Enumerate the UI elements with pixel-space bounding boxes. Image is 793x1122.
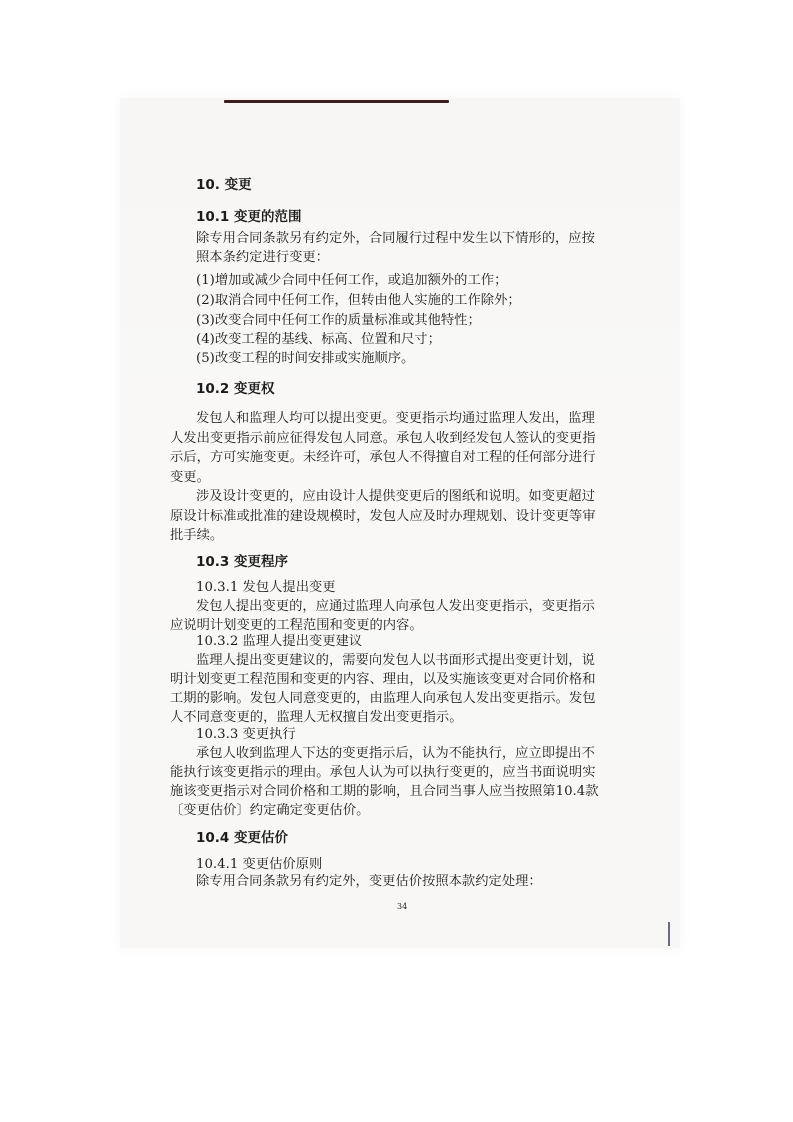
list-item: (1)增加或减少合同中任何工作，或追加额外的工作； [196,273,508,288]
subheading-10-4-1: 10.4.1 变更估价原则 [196,857,323,872]
para-line: 明计划变更工程范围和变更的内容、理由，以及实施该变更对合同价格和 [170,672,596,687]
para-line: 〔变更估价〕约定确定变更估价。 [170,803,370,818]
section-title: 10. 变更 [196,177,252,193]
para-line: 除专用合同条款另有约定外，合同履行过程中发生以下情形的，应按 [196,231,595,246]
para-line: 除专用合同条款另有约定外，变更估价按照本款约定处理： [196,874,542,889]
list-item: (4)改变工程的基线、标高、位置和尺寸； [196,332,441,347]
subheading-10-3-1: 10.3.1 发包人提出变更 [196,580,336,595]
para-line: 发包人提出变更的，应通过监理人向承包人发出变更指示，变更指示 [196,599,595,614]
para-line: 工期的影响。发包人同意变更的，由监理人向承包人发出变更指示。发包 [170,691,596,706]
heading-10-2: 10.2 变更权 [196,381,275,397]
para-line: 批手续。 [170,528,224,543]
subheading-10-3-3: 10.3.3 变更执行 [196,727,296,742]
list-item: (2)取消合同中任何工作，但转由他人实施的工作除外； [196,293,521,308]
para-line: 涉及设计变更的，应由设计人提供变更后的图纸和说明。如变更超过 [196,489,595,504]
heading-10-3: 10.3 变更程序 [196,554,289,570]
page-number: 34 [397,902,408,911]
list-item: (5)改变工程的时间安排或实施顺序。 [196,351,415,366]
para-line: 监理人提出变更建议的，需要向发包人以书面形式提出变更计划，说 [196,653,595,668]
subheading-10-3-2: 10.3.2 监理人提出变更建议 [196,634,363,649]
edge-mark [668,922,670,946]
para-line: 承包人收到监理人下达的变更指示后，认为不能执行，应立即提出不 [196,746,595,761]
para-line: 人不同意变更的，监理人无权擅自发出变更指示。 [170,710,463,725]
para-line: 人发出变更指示前应征得发包人同意。承包人收到经发包人签认的变更指 [170,431,596,446]
top-binding-bar [224,100,449,103]
para-line: 原设计标准或批准的建设规模时，发包人应及时办理规划、设计变更等审 [170,509,596,524]
para-line: 应说明计划变更的工程范围和变更的内容。 [170,618,423,633]
heading-10-1: 10.1 变更的范围 [196,209,302,225]
list-item: (3)改变合同中任何工作的质量标准或其他特性； [196,313,481,328]
para-line: 能执行该变更指示的理由。承包人认为可以执行变更的，应当书面说明实 [170,765,596,780]
para-line: 变更。 [170,470,210,485]
para-line: 照本条约定进行变更： [196,250,329,265]
para-line: 发包人和监理人均可以提出变更。变更指示均通过监理人发出，监理 [196,411,595,426]
heading-10-4: 10.4 变更估价 [196,830,289,846]
para-line: 示后，方可实施变更。未经许可，承包人不得擅自对工程的任何部分进行 [170,450,596,465]
para-line: 施该变更指示对合同价格和工期的影响，且合同当事人应当按照第10.4款 [170,784,599,799]
